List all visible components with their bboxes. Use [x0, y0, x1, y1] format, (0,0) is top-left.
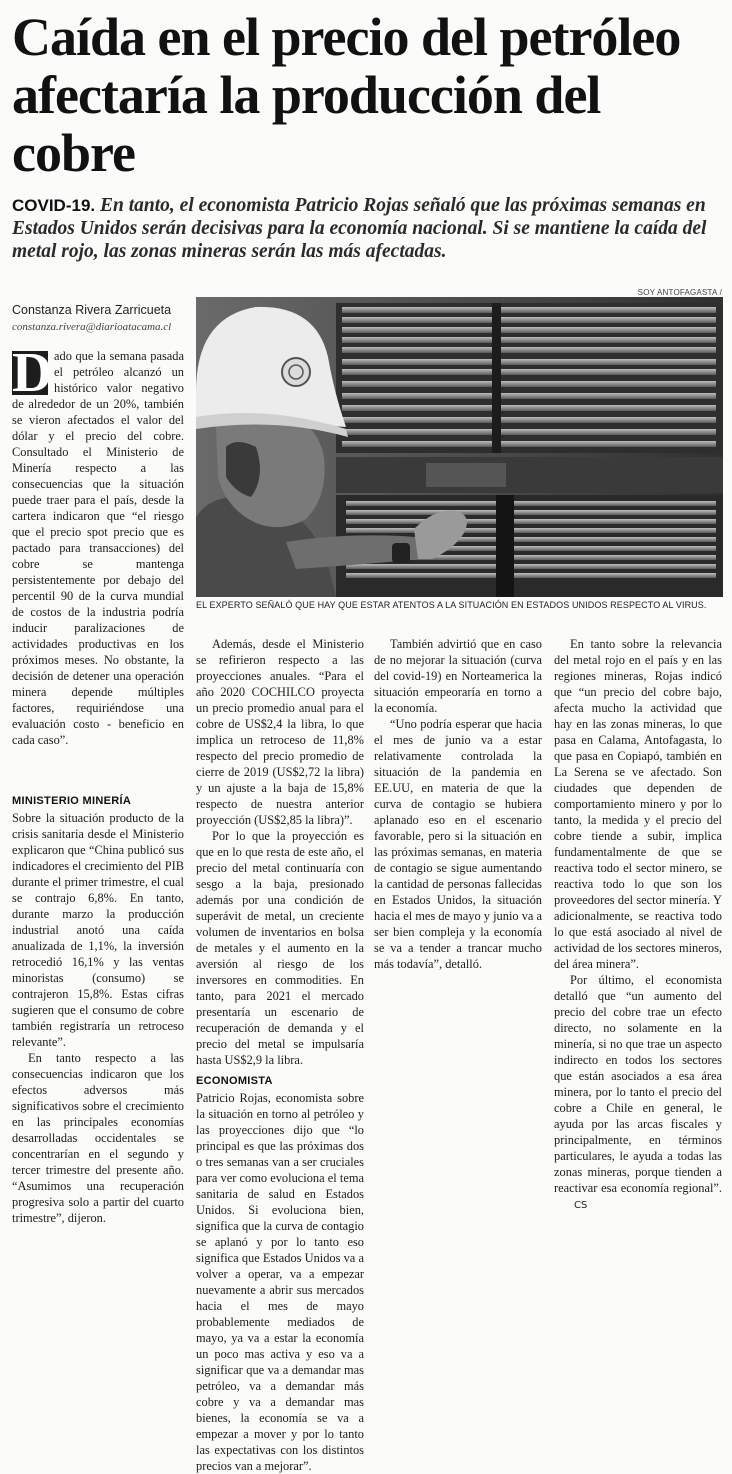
- paragraph-consecuencias: En tanto respecto a las consecuencias indicaron que los efectos adversos más significativos sobre el crecimiento en las principales economías desarrolladas occidentales se concentrarían en el segundo y tercer trimestre del presente año. “Asumimos una recuperación progresiva solo a partir del cuarto trimestre”, dijeron.: [12, 1051, 184, 1225]
- column-4: [554, 636, 722, 1214]
- paragraph-ministerio: Sobre la situación producto de la crisis sanitaria desde el Ministerio explicaron que “China publicó sus indicadores el crecimiento del PIB durante el primer trimestre, el cual se contrajo 6,8%. En tanto, durante marzo la producción industrial anotó una caída anualizada de 1,1%, la inversión retrocedió 16,1% y las ventas minoristas (consumo) se contrajeron 15,8%. Estas cifras sugieren que el consumo de cobre también registraría un retroceso relevante”.: [12, 811, 184, 1049]
- column-1-continued: [12, 788, 184, 1226]
- paragraph-relevancia: En tanto sobre la relevancia del metal rojo en el país y en las regiones mineras, Rojas indicó que “un precio del cobre bajo, afecta mucho la actividad que hay en las zonas mineras, lo que pasa en Calama, Antofagasta, lo que pasa en Copiapó, también en La Serena se ve afectado. Son ciudades que dependen de comportamiento minero y por lo tanto, la medida y el precio del cobre tiende a subir, implica fundamentalmente de que se reactiva todo el sector minero, se reactiva todo lo que son los proveedores del sector minería. Y adicionalmente, se reactiva todo lo que está asociado al nivel de actividad de los sectores mineros, del área minera”.: [554, 637, 722, 971]
- column-1: [12, 342, 184, 748]
- subhead-ministerio: MINISTERIO MINERÍA: [12, 795, 132, 807]
- article-photo: [196, 297, 723, 597]
- column-3: [374, 636, 542, 972]
- column-2: [196, 636, 364, 1474]
- deck: [12, 194, 722, 263]
- byline-email[interactable]: constanza.rivera@diarioatacama.cl: [12, 321, 172, 333]
- photo-credit: SOY ANTOFAGASTA /: [637, 288, 722, 297]
- paragraph-advirtio: También advirtió que en caso de no mejorar la situación (curva del covid-19) en Norteamerica la situación empeoraría en torno a la economía.: [374, 637, 542, 715]
- paragraph-junio: “Uno podría esperar que hacia el mes de junio va a estar relativamente controlada la situación de la pandemia en EE.UU, en materia de que la curva de contagio se hubiera aplanado eso en el escenario favorable, pero si la situación en las próximas semanas, en materia de contagio se sigue aumentando la cantidad de personas fallecidas en Estados Unidos, la situación hacia el mes de mayo y junio va a ser bien compleja y la economía se va a tender a trancar mucho más todavía”, detalló.: [374, 717, 542, 971]
- paragraph-proyecciones: Además, desde el Ministerio se refirieron respecto a las proyecciones anuales. “Para el año 2020 COCHILCO proyecta un precio promedio anual para el cobre de US$2,4 la libra, lo que implica un retroceso de 11,8% respecto del precio promedio de cierre de 2019 (US$2,72 la libra) y un ajuste a la baja de 15,8% respecto de nuestra anterior proyección (US$2,85 la libra)”.: [196, 637, 364, 827]
- paragraph-rojas: Patricio Rojas, economista sobre la situación en torno al petróleo y las proyecciones dijo que “lo principal es que las próximas dos o tres semanas van a ser cruciales para ver como evoluciona el tema sanitaria de salud en Estados Unidos. Si evoluciona bien, significa que la curva de contagio se aplanó y por lo tanto eso significa que Estados Unidos va a volver a operar, va a empezar nuevamente a abrir sus mercados hacia el mes de mayo probablemente mediados de mayo, ya va a estar la economía un poco mas activa y eso va a significar que va a demandar mas petróleo, va a demandar más cobre y va a demandar mas bienes, la economía se va a empezar a mover y por lo tanto las expectativas con los distintos precios van a mejorar”.: [196, 1091, 364, 1473]
- drop-cap: D: [12, 342, 53, 404]
- byline-author: Constanza Rivera Zarricueta: [12, 303, 172, 317]
- photo-worker-copper-cathodes-illustration: [196, 297, 723, 597]
- paragraph-ultimo: [554, 972, 722, 1214]
- photo-caption: EL EXPERTO SEÑALÓ QUE HAY QUE ESTAR ATENTOS A LA SITUACIÓN EN ESTADOS UNIDOS RESPECTO AL VIRUS.: [196, 600, 707, 610]
- paragraph-proyeccion-anio: Por lo que la proyección es que en lo que resta de este año, el precio del metal continuaría con sesgo a la baja, presionado además por una condición de superávit de metal, un creciente volumen de inventarios en bolsa de metales y el aumento en la aversión al riesgo de los inversores en commodities. En tanto, para 2021 el mercado presentaría un escenario de recuperación de demanda y el precio del metal se impulsaría hasta US$2,9 la libra.: [196, 829, 364, 1067]
- headline: Caída en el precio del petróleo afectaría la producción del cobre: [12, 7, 681, 183]
- paragraph-ultimo-text: Por último, el economista detalló que “un aumento del precio del cobre trae un efecto directo, no solamente en la minería, si no que trae un aspecto indirecto en todos los sectores que están asociados a esa área minera, por lo tanto el precio del cobre a Chile en general, le ayuda por las arcas fiscales y principalmente, en términos particulares, le ayuda a todas las zonas mineras, porque tienden a reactivar esa economía regional”.: [554, 973, 722, 1195]
- subhead-economista: ECONOMISTA: [196, 1075, 273, 1087]
- deck-text: En tanto, el economista Patricio Rojas señaló que las próximas semanas en Estados Unidos serán decisivas para la economía nacional. Si se mantiene la caída del metal rojo, las zonas mineras serán las más afectadas.: [12, 195, 707, 262]
- end-mark: CS: [574, 1200, 588, 1211]
- deck-tag: COVID-19.: [12, 196, 96, 215]
- paragraph-intro: ado que la semana pasada el petróleo alcanzó un histórico valor negativo de alrededor de un 20%, también se vieron afectados el valor del dólar y el precio del cobre. Consultado el Ministerio de Minería respecto a las consecuencias que la situación puede traer para el país, desde la cartera indicaron que “el riesgo que el precio spot precio que es pactado para transacciones) del cobre se mantenga persistentemente por debajo del percentil 90 de la curva mundial de costos de la industria podría inducir paralizaciones de actividades productivas en los próximos meses. No obstante, la decisión de detener una operación minera depende múltiples factores, requiriéndose una evaluación costo - beneficio en cada caso”.: [12, 349, 184, 747]
